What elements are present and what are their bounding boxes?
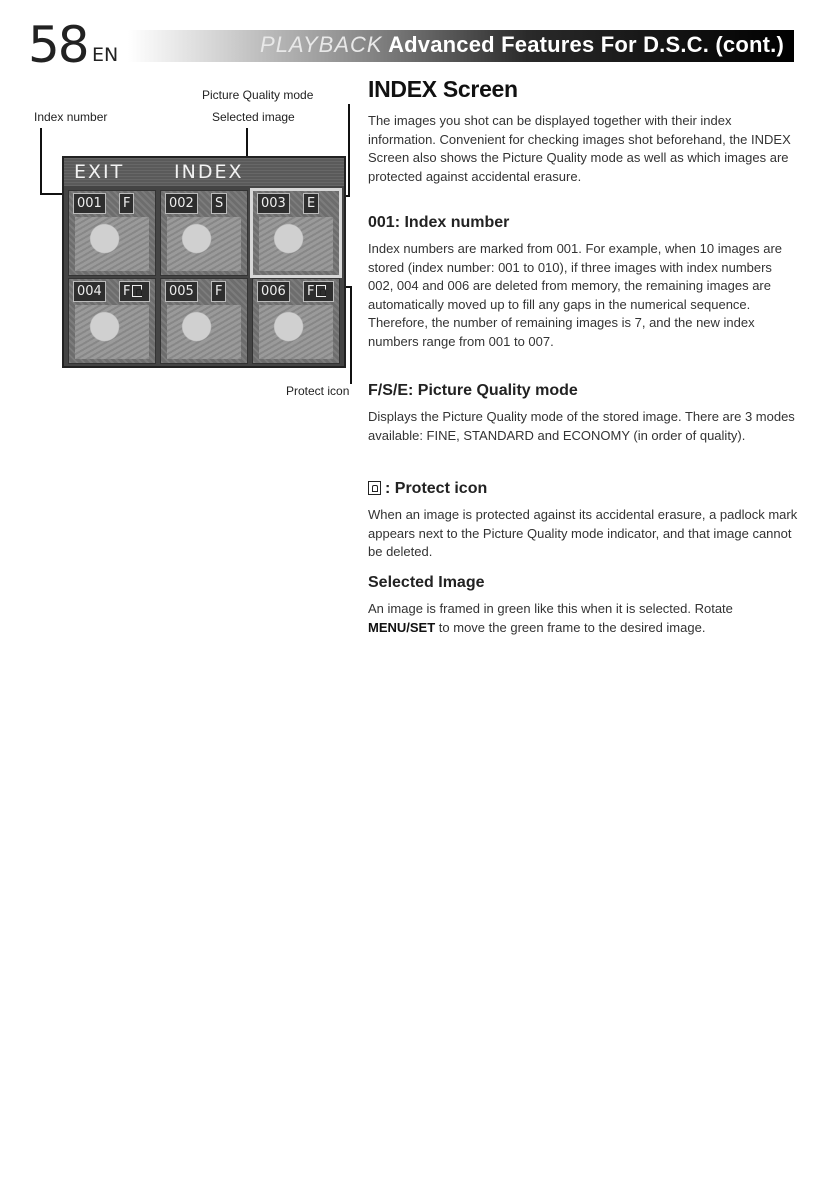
index-number-tag: 001 — [73, 193, 106, 214]
quality-mode-tag: F — [211, 281, 226, 302]
section-title: INDEX Screen — [368, 76, 518, 102]
leader-index-number — [40, 128, 42, 194]
thumbnail-image — [259, 217, 333, 271]
header-title-rest: Advanced Features For D.S.C. (cont.) — [388, 32, 784, 57]
label-protect-icon: Protect icon — [286, 384, 350, 398]
screen-header — [64, 158, 344, 186]
thumbnail-image — [167, 305, 241, 359]
paragraph-picture-quality: Displays the Picture Quality mode of the stored image. There are 3 modes available: FINE, STANDARD and ECONOMY (in order of quality). — [368, 409, 795, 443]
header-title — [260, 32, 784, 58]
leader-quality — [348, 104, 350, 196]
paragraph-index-number: Index numbers are marked from 001. For example, when 10 images are stored (index number: 001 to 010), if three images with index numbers 002, 004 and 006 are deleted from memory, the remaining images are automatically moved up to fill any gaps in the numerical sequence. Therefore, the number of remaining images is 7, and the new index numbers range from 001 to 007. — [368, 241, 783, 349]
index-cell-3-selected — [250, 188, 342, 278]
index-cell-1 — [68, 190, 156, 276]
subheading-index-number: 001: Index number — [368, 214, 510, 231]
padlock-icon — [316, 285, 326, 297]
label-picture-quality-mode: Picture Quality mode — [202, 88, 314, 102]
index-number-tag: 004 — [73, 281, 106, 302]
index-cell-6 — [252, 278, 340, 364]
paragraph-protect-icon: When an image is protected against its accidental erasure, a padlock mark appears next to the Picture Quality mode indicator, and that image cannot be deleted. — [368, 507, 798, 559]
menu-set-keyword: MENU/SET — [368, 619, 436, 635]
subheading-protect-icon — [368, 480, 487, 498]
page-language: EN — [92, 44, 119, 66]
label-selected-image: Selected image — [212, 110, 295, 124]
quality-mode-tag: S — [211, 193, 227, 214]
index-cell-5 — [160, 278, 248, 364]
selected-text-a: An image is framed in green like this when it is selected. Rotate — [368, 601, 733, 616]
quality-mode-label: F — [307, 284, 315, 299]
index-number-tag: 002 — [165, 193, 198, 214]
selected-text-b: to move the green frame to the desired image. — [438, 619, 706, 635]
leader-protect — [350, 286, 352, 384]
quality-mode-tag: F — [119, 193, 134, 214]
page-number: 58 — [28, 16, 88, 74]
padlock-icon — [132, 285, 142, 297]
index-number-tag: 006 — [257, 281, 290, 302]
header-title-mode: PLAYBACK — [260, 32, 383, 57]
subheading-selected-image: Selected Image — [368, 574, 485, 591]
quality-mode-tag — [303, 281, 334, 302]
subheading-picture-quality: F/S/E: Picture Quality mode — [368, 382, 578, 399]
subheading-protect-text: : Protect icon — [385, 480, 488, 497]
thumbnail-image — [167, 217, 241, 271]
thumbnail-image — [259, 305, 333, 359]
quality-mode-tag: E — [303, 193, 319, 214]
index-cell-4 — [68, 278, 156, 364]
header-bar — [128, 30, 794, 62]
thumbnail-image — [75, 305, 149, 359]
paragraph-selected-image — [368, 600, 798, 637]
padlock-icon — [368, 481, 381, 495]
screen-index-label: INDEX — [174, 161, 244, 183]
label-index-number: Index number — [34, 110, 108, 124]
quality-mode-tag — [119, 281, 150, 302]
index-cell-2 — [160, 190, 248, 276]
thumbnail-image — [75, 217, 149, 271]
screen-exit-label: EXIT — [74, 161, 125, 183]
index-number-tag: 003 — [257, 193, 290, 214]
index-number-tag: 005 — [165, 281, 198, 302]
index-screen-diagram — [62, 156, 346, 368]
quality-mode-label: F — [123, 284, 131, 299]
intro-paragraph: The images you shot can be displayed together with their index information. Convenient for checking images shot beforehand, the INDEX Screen also shows the Picture Quality mode as well as which images are protected against accidental erasure. — [368, 113, 791, 184]
